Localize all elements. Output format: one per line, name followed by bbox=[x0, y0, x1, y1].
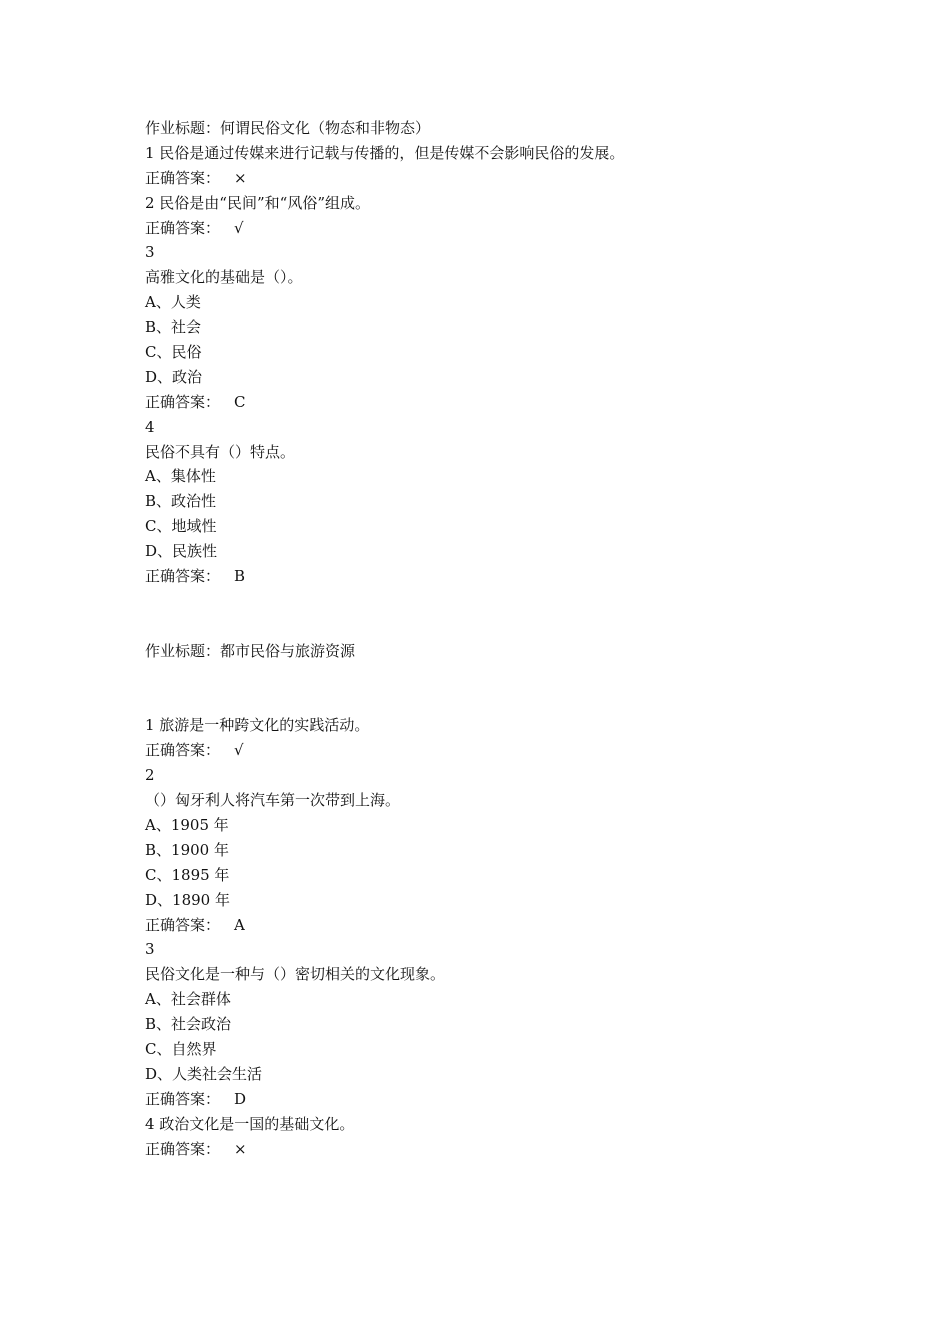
option-item: D、政治 bbox=[145, 367, 203, 386]
option-item: D、人类社会生活 bbox=[145, 1064, 263, 1083]
option-item: B、1900 年 bbox=[145, 840, 229, 859]
answer-line bbox=[145, 564, 845, 589]
option-item: D、1890 年 bbox=[145, 890, 230, 909]
answer-label: 正确答案： bbox=[145, 168, 221, 187]
answer-value: A bbox=[234, 915, 245, 934]
question-text: 2 民俗是由“民间”和“风俗”组成。 bbox=[145, 193, 370, 212]
answer-label: 正确答案： bbox=[145, 218, 221, 237]
answer-line bbox=[145, 390, 845, 415]
answer-line bbox=[145, 166, 845, 191]
answer-line bbox=[145, 216, 845, 241]
answer-line bbox=[145, 1087, 845, 1112]
option-item: A、集体性 bbox=[145, 467, 216, 486]
option-item: B、政治性 bbox=[145, 492, 217, 511]
answer-value: √ bbox=[234, 741, 244, 760]
answer-line bbox=[145, 738, 845, 763]
question-text: 1 旅游是一种跨文化的实践活动。 bbox=[145, 716, 370, 735]
document-content bbox=[145, 116, 845, 1161]
section-spacer bbox=[145, 589, 845, 639]
option-item: A、1905 年 bbox=[145, 815, 229, 834]
answer-value: B bbox=[234, 567, 246, 586]
question-number: 4 bbox=[145, 417, 155, 436]
answer-value: × bbox=[234, 1139, 247, 1158]
question-number: 3 bbox=[145, 940, 155, 959]
option-item: C、民俗 bbox=[145, 343, 202, 362]
answer-value: D bbox=[234, 1089, 247, 1108]
question-number: 3 bbox=[145, 243, 155, 262]
answer-label: 正确答案： bbox=[145, 1089, 221, 1108]
section-spacer bbox=[145, 664, 845, 714]
question-text: 民俗文化是一种与（）密切相关的文化现象。 bbox=[145, 965, 446, 984]
answer-label: 正确答案： bbox=[145, 1139, 221, 1158]
option-item: C、自然界 bbox=[145, 1039, 217, 1058]
question-text: 民俗不具有（）特点。 bbox=[145, 442, 296, 461]
answer-label: 正确答案： bbox=[145, 392, 221, 411]
option-item: B、社会 bbox=[145, 318, 202, 337]
option-item: C、1895 年 bbox=[145, 865, 230, 884]
answer-label: 正确答案： bbox=[145, 741, 221, 760]
answer-label: 正确答案： bbox=[145, 915, 221, 934]
option-item: D、民族性 bbox=[145, 542, 218, 561]
answer-value: × bbox=[234, 168, 247, 187]
option-item: A、人类 bbox=[145, 293, 201, 312]
option-item: B、社会政治 bbox=[145, 1015, 232, 1034]
answer-label: 正确答案： bbox=[145, 567, 221, 586]
question-text: 4 政治文化是一国的基础文化。 bbox=[145, 1114, 355, 1133]
section-title: 作业标题：都市民俗与旅游资源 bbox=[145, 641, 356, 660]
answer-value: C bbox=[234, 392, 246, 411]
question-text: 高雅文化的基础是（）。 bbox=[145, 268, 303, 287]
answer-line bbox=[145, 1137, 845, 1162]
answer-line bbox=[145, 913, 845, 938]
question-number: 2 bbox=[145, 766, 155, 785]
section-title: 作业标题：何谓民俗文化（物态和非物态） bbox=[145, 119, 431, 137]
option-item: C、地域性 bbox=[145, 517, 217, 536]
question-text: （）匈牙利人将汽车第一次带到上海。 bbox=[145, 791, 401, 810]
question-text: 1 民俗是通过传媒来进行记载与传播的，但是传媒不会影响民俗的发展。 bbox=[145, 143, 625, 162]
option-item: A、社会群体 bbox=[145, 990, 231, 1009]
answer-value: √ bbox=[234, 218, 244, 237]
